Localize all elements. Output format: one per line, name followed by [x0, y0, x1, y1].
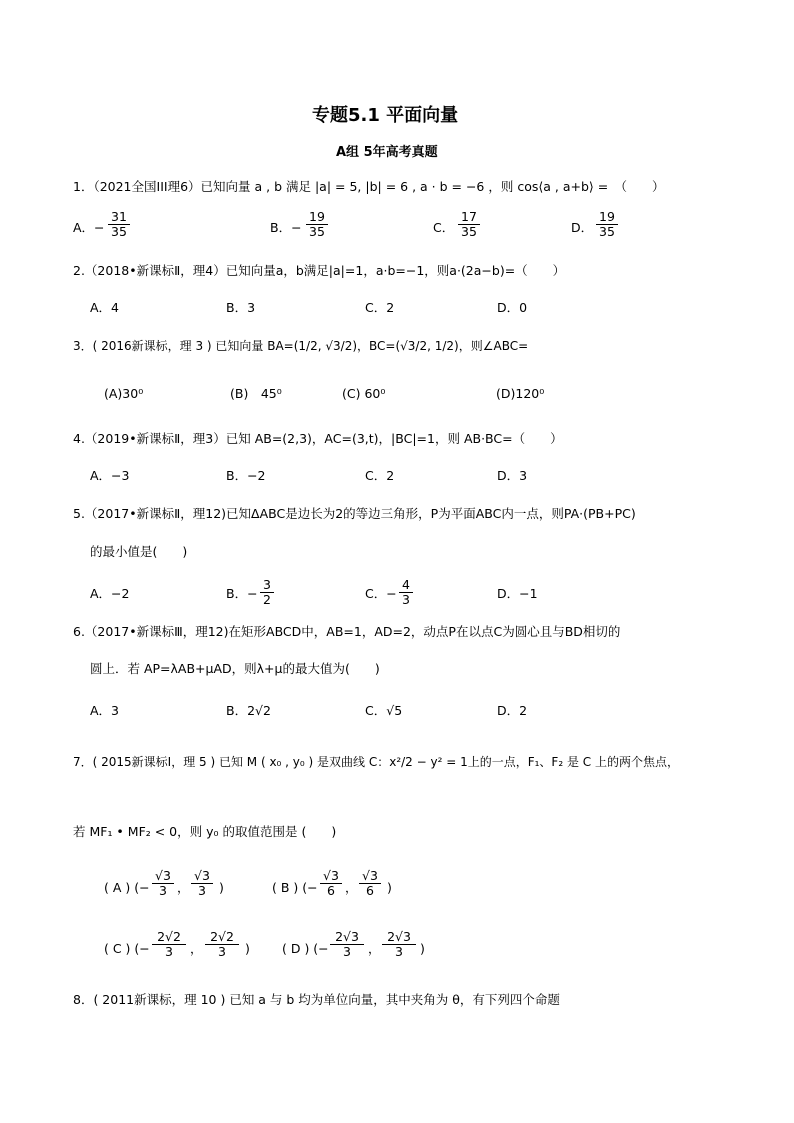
q7b2-num: √3 — [362, 868, 378, 883]
question-8-stem: 8．( 2011新课标，理 10 ) 已知 a 与 b 均为单位向量，其中夹角为 θ，有下列四个命题 — [73, 992, 560, 1007]
q3-option-d: (D)120⁰ — [496, 386, 545, 401]
q1b-num: 19 — [309, 209, 325, 224]
question-7-stem-line2: 若 MF₁ • MF₂ < 0，则 y₀ 的取值范围是 ( ) — [73, 824, 337, 839]
q4-option-b: B．−2 — [226, 468, 266, 483]
q1-option-d: D． — [571, 220, 594, 235]
question-5-stem-line2: 的最小值是( ) — [90, 544, 188, 559]
q5-option-c: C．− — [365, 586, 397, 601]
q4-option-a: A．−3 — [90, 468, 130, 483]
q7-d-close: ) — [420, 941, 425, 956]
q7-frac-c2 — [205, 930, 239, 959]
q1c-num: 17 — [461, 209, 477, 224]
question-3-stem: 3．( 2016新课标，理 3 ) 已知向量 BA=(1/2, √3/2)，BC=(√3/2, 1/2)，则∠ABC= — [73, 339, 529, 353]
q1d-num: 19 — [599, 209, 615, 224]
q7d2-den: 3 — [382, 944, 416, 959]
q7-option-c: ( C ) (− — [104, 941, 150, 956]
q2-option-a: A．4 — [90, 300, 120, 315]
q7b1-num: √3 — [323, 868, 339, 883]
q5-frac-b — [260, 578, 274, 607]
q7-b-comma: ， — [345, 880, 358, 895]
q6-option-b: B．2√2 — [226, 703, 271, 718]
q7-frac-b1 — [320, 869, 342, 898]
q6-option-c: C．√5 — [365, 703, 403, 718]
q7-option-a: ( A ) (− — [104, 880, 150, 895]
q7c2-den: 3 — [205, 944, 239, 959]
question-5-stem: 5.（2017•新课标Ⅱ，理12)已知ΔABC是边长为2的等边三角形，P为平面ABC内一点，则PA·(PB+PC) — [73, 506, 636, 521]
q6-option-d: D．2 — [497, 703, 528, 718]
q7c2-num: 2√2 — [210, 929, 234, 944]
q7c1-num: 2√2 — [157, 929, 181, 944]
q1b-den: 35 — [306, 224, 328, 239]
q4-option-d: D．3 — [497, 468, 528, 483]
question-6-stem: 6.（2017•新课标Ⅲ，理12)在矩形ABCD中，AB=1，AD=2，动点P在以点C为圆心且与BD相切的 — [73, 624, 621, 639]
q1-frac-a — [108, 210, 130, 239]
q7-frac-b2 — [359, 869, 381, 898]
q5-option-d: D．−1 — [497, 586, 538, 601]
q7-a-comma: ， — [177, 880, 190, 895]
q7-c-close: ) — [245, 941, 250, 956]
q1d-den: 35 — [596, 224, 618, 239]
q7c1-den: 3 — [152, 944, 186, 959]
q7a1-den: 3 — [152, 883, 174, 898]
q7-frac-d2 — [382, 930, 416, 959]
q7d2-num: 2√3 — [387, 929, 411, 944]
section-subtitle: A组 5年高考真题 — [336, 145, 438, 160]
q1-frac-d — [596, 210, 618, 239]
q1-option-b: B．− — [270, 220, 302, 235]
q1-frac-b — [306, 210, 328, 239]
q2-option-b: B．3 — [226, 300, 256, 315]
q7d1-num: 2√3 — [335, 929, 359, 944]
question-6-stem-line2: 圆上．若 AP=λAB+μAD，则λ+μ的最大值为( ) — [90, 661, 380, 676]
q7b2-den: 6 — [359, 883, 381, 898]
q3-option-c: (C) 60⁰ — [342, 386, 386, 401]
q3-option-a: (A)30⁰ — [104, 386, 144, 401]
page-title: 专题5.1 平面向量 — [312, 105, 459, 126]
q1-option-c: C． — [433, 220, 455, 235]
q7b1-den: 6 — [320, 883, 342, 898]
q7a1-num: √3 — [155, 868, 171, 883]
q5b-num: 3 — [263, 577, 271, 592]
q2-option-c: C．2 — [365, 300, 395, 315]
q1c-den: 35 — [458, 224, 480, 239]
q3-option-b: (B) 45⁰ — [230, 386, 282, 401]
q7-c-comma: ， — [190, 941, 203, 956]
q1a-den: 35 — [108, 224, 130, 239]
question-1-stem: 1．（2021全国III理6）已知向量 a , b 满足 |a| = 5, |b| = 6 , a · b = −6 ，则 cos⟨a , a+b⟩ = （ ） — [73, 179, 665, 194]
q7a2-num: √3 — [194, 868, 210, 883]
q5c-num: 4 — [402, 577, 410, 592]
q7-frac-c1 — [152, 930, 186, 959]
q5-option-a: A．−2 — [90, 586, 130, 601]
q1-option-a: A．− — [73, 220, 105, 235]
question-7-stem: 7．( 2015新课标I，理 5 ) 已知 M ( x₀ , y₀ ) 是双曲线 C：x²/2 − y² = 1上的一点，F₁、F₂ 是 C 上的两个焦点， — [73, 755, 679, 769]
q5c-den: 3 — [399, 592, 413, 607]
q1-frac-c — [458, 210, 480, 239]
q7-b-close: ) — [387, 880, 392, 895]
q6-option-a: A．3 — [90, 703, 120, 718]
q7-d-comma: ， — [368, 941, 381, 956]
q7d1-den: 3 — [330, 944, 364, 959]
q2-option-d: D．0 — [497, 300, 528, 315]
q5-option-b: B．− — [226, 586, 258, 601]
q4-option-c: C．2 — [365, 468, 395, 483]
q7a2-den: 3 — [191, 883, 213, 898]
question-2-stem: 2.（2018•新课标Ⅱ，理4）已知向量a，b满足|a|=1，a·b=−1，则a·(2a−b)=（ ） — [73, 263, 566, 278]
q7-a-close: ) — [219, 880, 224, 895]
q7-frac-d1 — [330, 930, 364, 959]
q7-frac-a2 — [191, 869, 213, 898]
q7-frac-a1 — [152, 869, 174, 898]
q7-option-d: ( D ) (− — [282, 941, 329, 956]
q1a-num: 31 — [111, 209, 127, 224]
q5-frac-c — [399, 578, 413, 607]
q7-option-b: ( B ) (− — [272, 880, 318, 895]
q5b-den: 2 — [260, 592, 274, 607]
question-4-stem: 4.（2019•新课标Ⅱ，理3）已知 AB=(2,3)，AC=(3,t)，|BC|=1，则 AB·BC=（ ） — [73, 431, 563, 446]
